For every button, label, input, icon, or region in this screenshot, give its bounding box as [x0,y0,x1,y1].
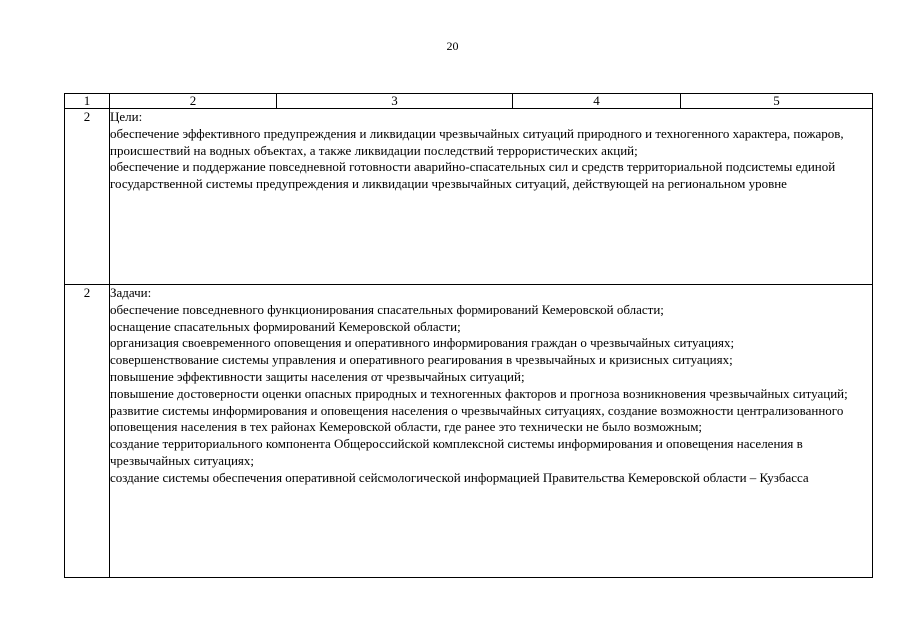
tasks-item: оснащение спасательных формирований Кемеровской области; [110,318,461,334]
goals-cell [110,109,873,285]
tasks-title: Задачи: [110,285,152,300]
header-col-3: 3 [277,94,513,109]
tasks-item: создание системы обеспечения оперативной сейсмологической информацией Правительства Кемеровской области – Кузбасса [110,469,809,485]
tasks-item: повышение достоверности оценки опасных природных и техногенных факторов и прогноза возникновения чрезвычайных ситуаций; [110,385,848,401]
goals-row-number: 2 [65,109,110,285]
goals-item: обеспечение эффективного предупреждения и ликвидации чрезвычайных ситуаций природного и техногенного характера, пожаров, происшествий на водных объектах, а также ликвидации последствий террористических акций; [110,125,844,158]
header-col-5: 5 [681,94,873,109]
tasks-item: повышение эффективности защиты населения от чрезвычайных ситуаций; [110,368,525,384]
tasks-cell [110,285,873,578]
goals-title: Цели: [110,109,143,124]
page-number: 20 [446,39,459,53]
tasks-item: развитие системы информирования и оповещения населения о чрезвычайных ситуациях, создание возможности централизованного оповещения населения в тех районах Кемеровской области, где ранее это технически не было возможным; [110,402,844,435]
program-table [64,93,873,578]
header-col-4: 4 [513,94,681,109]
goals-item: обеспечение и поддержание повседневной готовности аварийно-спасательных сил и средств территориальной подсистемы единой государственной системы предупреждения и ликвидации чрезвычайных ситуаций, действующей на региональном уровне [110,159,836,192]
table-row-tasks [65,285,873,578]
header-col-2: 2 [110,94,277,109]
tasks-item: организация своевременного оповещения и оперативного информирования граждан о чрезвычайных ситуациях; [110,335,735,351]
header-col-1: 1 [65,94,110,109]
tasks-item: создание территориального компонента Общероссийской комплексной системы информирования и оповещения населения в чрезвычайных ситуациях; [110,436,803,468]
tasks-item: совершенствование системы управления и оперативного реагирования в чрезвычайных и кризисных ситуациях; [110,352,733,368]
table-row-goals [65,109,873,285]
table-header-row [65,94,873,109]
tasks-row-number: 2 [65,285,110,578]
tasks-item: обеспечение повседневного функционирования спасательных формирований Кемеровской области; [110,301,664,317]
